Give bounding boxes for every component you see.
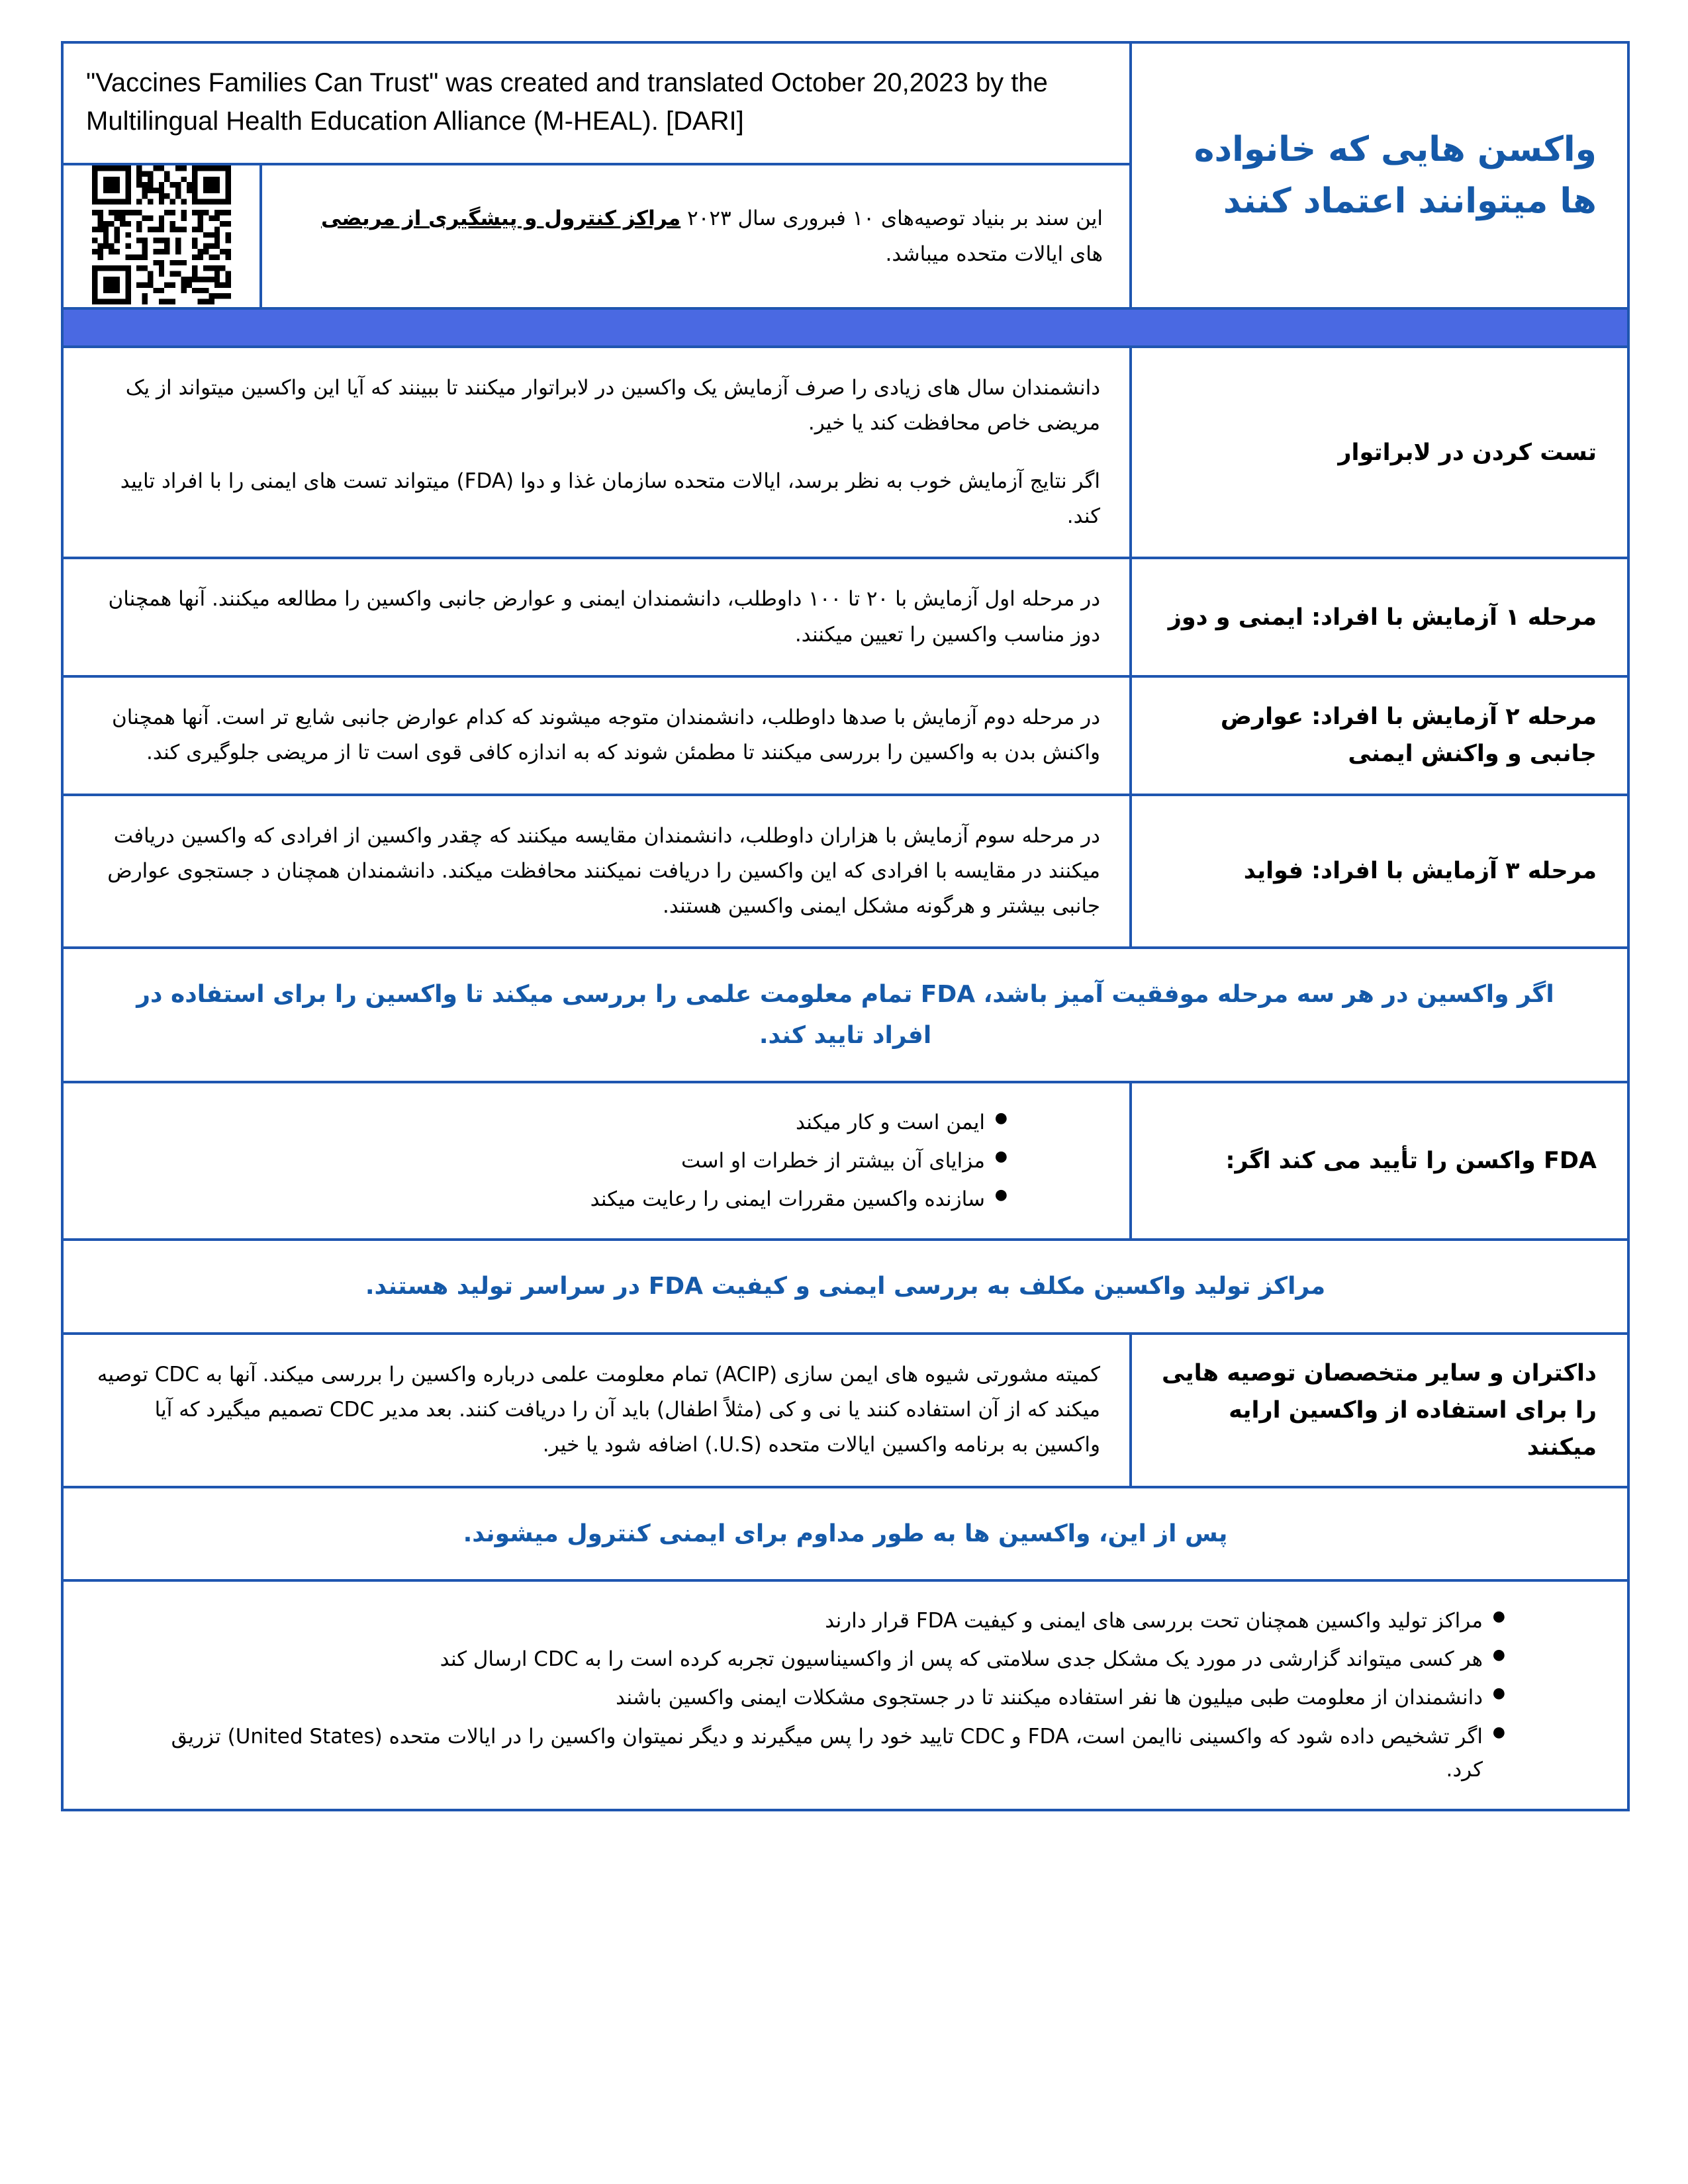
phase-1-body-cell: [62, 558, 1131, 676]
emphasis-2-text: مراکز تولید واکسین مکلف به بررسی ایمنی و کیفیت FDA در سراسر تولید هستند.: [365, 1273, 1326, 1300]
content-row-phase-2: [62, 676, 1628, 795]
fda-approval-bullet-list: [117, 1106, 1050, 1216]
acip-label-cell: [1131, 1334, 1628, 1487]
source-note-part2: های ایالات متحده میباشد.: [885, 242, 1103, 266]
phase-2-label: مرحله ۲ آزمایش با افراد: عوارض جانبی و واکنش ایمنی: [1220, 704, 1597, 768]
fda-approval-label: FDA واکسن را تأیید می کند اگر:: [1225, 1148, 1597, 1175]
emphasis-row-3: [62, 1487, 1628, 1580]
subtitle-cell: [261, 164, 1131, 308]
content-row-phase-1: [62, 558, 1628, 676]
content-row-fda-approval: [62, 1082, 1628, 1240]
phase-1-body: [64, 559, 1129, 675]
qr-code-icon: [92, 165, 231, 304]
source-note-part1: این سند بر بنیاد توصیه‌های ۱۰ فبروری سال ۲۰۲۳: [680, 206, 1103, 230]
final-bullets-wrap: [64, 1582, 1627, 1809]
dari-title-cell: [1131, 42, 1628, 308]
lab-testing-label-cell: [1131, 347, 1628, 558]
list-item: ● سازنده واکسین مقررات ایمنی را رعایت میکند: [130, 1183, 1008, 1216]
content-row-lab-testing: [62, 347, 1628, 558]
final-bullet-list: [117, 1604, 1548, 1786]
emphasis-row-1: [62, 948, 1628, 1081]
phase-2-body: [64, 678, 1129, 794]
emphasis-row-2: [62, 1240, 1628, 1333]
emphasis-3-cell: [62, 1487, 1628, 1580]
source-note-bold: مراکز کنترول و پیشگیری از مریضی: [321, 206, 681, 230]
phase-3-para-1: در مرحله سوم آزمایش با هزاران داوطلب، دانشمندان مقایسه میکنند که چقدر واکسین از افرادی که واکسین دریافت میکنند در مقایسه با افرادی که این واکسین را دریافت نمیکنند محافظت میکند. دانشمندان همچنان د جستجوی عوارض جانبی بیشتر و هرگونه مشکل ایمنی واکسین هستند.: [107, 823, 1100, 919]
acip-para-1: کمیته مشورتی شیوه های ایمن سازی (ACIP) تمام معلومت علمی درباره واکسین را بررسی میکند. آنها به CDC توصیه میکند که از آن استفاده کنند یا نی و کی (مثلاً اطفال) باید آن را دریافت کنند. بعد مدیر CDC تصمیم میگیرد که آیا واکسین به برنامه واکسین ایالات متحده (U.S.) اضافه شود یا خیر.: [97, 1362, 1100, 1457]
phase-1-para-1: در مرحله اول آزمایش با ۲۰ تا ۱۰۰ داوطلب، دانشمندان ایمنی و عوارض جانبی واکسین را مطالعه میکنند. آنها همچنان دوز مناسب واکسین را تعیین میکنند.: [108, 587, 1100, 647]
acip-body: [64, 1335, 1129, 1486]
acip-label: داکتران و سایر متخصصان توصیه هایی را برای استفاده از واکسین ارایه میکنند: [1162, 1359, 1597, 1461]
english-note-cell: [62, 42, 1131, 164]
header-row: [62, 42, 1628, 164]
phase-2-label-cell: [1131, 676, 1628, 795]
list-item: ● دانشمندان از معلومت طبی میلیون ها نفر استفاده میکنند تا در جستجوی مشکلات ایمنی واکسین باشند: [130, 1681, 1505, 1714]
english-note-text: "Vaccines Families Can Trust" was created and translated October 20,2023 by the Multilingual Health Education Alliance (M-HEAL). [DARI]: [86, 68, 1048, 136]
blue-bar-cell: [62, 308, 1628, 347]
blue-separator-bar: [62, 308, 1628, 347]
emphasis-3-text: پس از این، واکسین ها به طور مداوم برای ایمنی کنترول میشوند.: [463, 1520, 1228, 1547]
source-note: [262, 183, 1129, 290]
list-item: ● مراکز تولید واکسین همچنان تحت بررسی های ایمنی و کیفیت FDA قرار دارند: [130, 1604, 1505, 1637]
final-bullets-cell: [62, 1580, 1628, 1810]
content-row-acip: [62, 1334, 1628, 1487]
emphasis-1-text: اگر واکسین در هر سه مرحله موفقیت آمیز باشد، FDA تمام معلومت علمی را بررسی میکند تا واکسین را برای استفاده در افراد تایید کند.: [136, 981, 1554, 1049]
list-item: ● اگر تشخیص داده شود که واکسینی ناایمن است، FDA و CDC تایید خود را پس میگیرند و دیگر نمیتوان واکسین را در ایالات متحده (United States) تزریق کرد.: [130, 1720, 1505, 1786]
lab-testing-body-cell: [62, 347, 1131, 558]
emphasis-1-cell: [62, 948, 1628, 1081]
list-item: ● ایمن است و کار میکند: [130, 1106, 1008, 1139]
final-bullets-row: [62, 1580, 1628, 1810]
fda-approval-label-cell: [1131, 1082, 1628, 1240]
page-title: واکسن هایی که خانواده ها میتوانند اعتماد کنند: [1194, 130, 1597, 221]
phase-3-label-cell: [1131, 795, 1628, 948]
phase-2-body-cell: [62, 676, 1131, 795]
lab-testing-para-1: دانشمندان سال های زیادی را صرف آزمایش یک واکسین در لابراتوار میکنند تا ببینند که آیا این واکسین میتواند از یک مریضی خاص محافظت کند یا خیر.: [125, 376, 1100, 435]
lab-testing-label: تست کردن در لابراتوار: [1338, 439, 1597, 466]
emphasis-2-cell: [62, 1240, 1628, 1333]
acip-body-cell: [62, 1334, 1131, 1487]
qr-code-cell: [62, 164, 261, 308]
phase-1-label: مرحله ۱ آزمایش با افراد: ایمنی و دوز: [1168, 604, 1597, 631]
fact-sheet-table: [61, 41, 1630, 1811]
phase-3-body-cell: [62, 795, 1131, 948]
phase-1-label-cell: [1131, 558, 1628, 676]
fda-approval-list-wrap: [64, 1083, 1129, 1239]
phase-2-para-1: در مرحله دوم آزمایش با صدها داوطلب، دانشمندان متوجه میشوند که کدام عوارض جانبی شایع تر است. آنها همچنان واکنش بدن به واکسین را بررسی میکنند تا مطمئن شوند که به اندازه کافی قوی است تا از مریضی جلوگیری کند.: [112, 705, 1100, 765]
content-row-phase-3: [62, 795, 1628, 948]
lab-testing-body: [64, 348, 1129, 557]
list-item: ● مزایای آن بیشتر از خطرات او است: [130, 1144, 1008, 1177]
phase-3-body: [64, 796, 1129, 947]
fda-approval-bullets-cell: [62, 1082, 1131, 1240]
lab-testing-para-2: اگر نتایج آزمایش خوب به نظر برسد، ایالات متحده سازمان غذا و دوا (FDA) میتواند تست های ایمنی را با افراد تایید کند.: [120, 469, 1100, 528]
phase-3-label: مرحله ۳ آزمایش با افراد: فواید: [1243, 858, 1597, 885]
list-item: ● هر کسی میتواند گزارشی در مورد یک مشکل جدی سلامتی که پس از واکسیناسیون تجربه کرده است را به CDC ارسال کند: [130, 1643, 1505, 1676]
